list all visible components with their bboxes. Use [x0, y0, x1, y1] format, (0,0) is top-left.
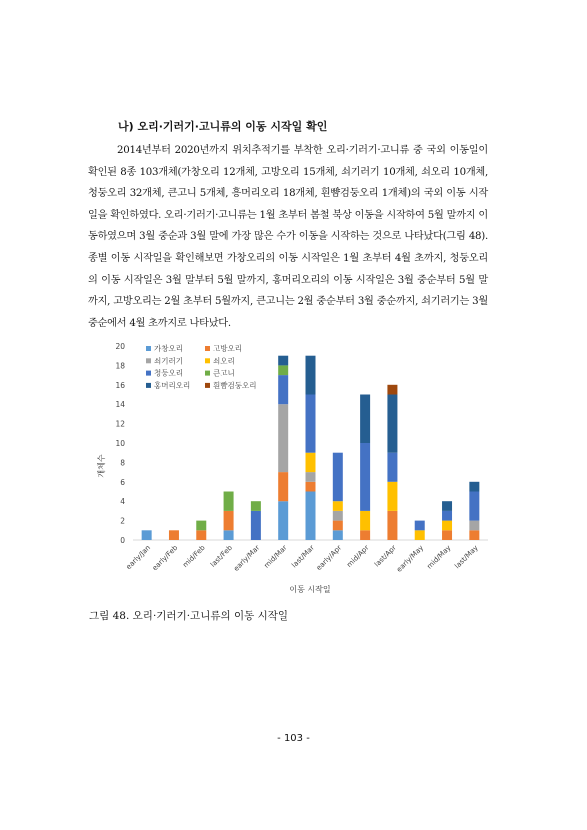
- bar-segment: [360, 443, 370, 511]
- x-tick-label: mid/Feb: [181, 543, 207, 570]
- body-paragraph: 2014년부터 2020년까지 위치추적기를 부착한 오리·기러기·고니류 중 국외 이동일이 확인된 8종 103개체(가창오리 12개체, 고방오리 15개체, 쇠기러기 10개체, 쇠오리 10개체, 청둥오리 32개체, 큰고니 5개체, 흥머리오리 18개체, 흰뺨검둥오리 1개체)의 국외 이동 시작일을 확인하였다. 오리·기러기·고니류는 1월 초부터 봄철 북상 이동을 시작하여 5월 말까지 이동하였으며 3월 중순과 3월 말에 가장 많은 수가 이동을 시작하는 것으로 나타났다(그림 48). 종별 이동 시작일을 확인해보면 가창오리의 이동 시작일은 1월 초부터 4월 초까지, 청둥오리의 이동 시작일은 3월 말부터 5월 말까지, 홍머리오리의 이동 시작일은 3월 중순부터 5월 말까지, 고방오리는 2월 초부터 5월까지, 큰고니는 2월 중순부터 3월 중순까지, 쇠기러기는 3월 중순에서 4월 초까지로 나타났다.: [88, 145, 488, 329]
- legend-label: 쇠오리: [213, 356, 235, 366]
- y-tick-label: 8: [120, 458, 125, 468]
- page-number: - 103 -: [277, 733, 310, 744]
- x-axis: [125, 543, 480, 573]
- bar-segment: [442, 511, 452, 521]
- bar-segment: [442, 521, 452, 531]
- bar-segment: [278, 375, 288, 404]
- bar-segment: [387, 482, 397, 511]
- bar-segment: [442, 501, 452, 511]
- bar-segment: [278, 365, 288, 375]
- bar-segment: [224, 530, 234, 540]
- legend-swatch: [146, 371, 151, 376]
- legend-label: 홍머리오리: [154, 380, 191, 390]
- bar-segment: [196, 530, 206, 540]
- legend-label: 청둥오리: [154, 368, 183, 378]
- legend-swatch: [205, 346, 210, 351]
- y-tick-label: 4: [120, 497, 125, 507]
- legend-label: 큰고니: [213, 368, 235, 378]
- x-axis-label: 이동 시작일: [289, 585, 331, 594]
- bar-segment: [387, 453, 397, 482]
- body-text: [88, 140, 488, 334]
- bar-segment: [306, 472, 316, 482]
- legend-swatch: [205, 383, 210, 388]
- y-tick-label: 20: [115, 342, 125, 351]
- legend-swatch: [146, 383, 151, 388]
- x-tick-label: early/Feb: [150, 543, 180, 573]
- bar-segment: [278, 356, 288, 366]
- legend-swatch: [146, 358, 151, 363]
- legend-label: 흰뺨검둥오리: [213, 380, 257, 390]
- x-tick-label: last/Feb: [208, 543, 234, 569]
- bar-segment: [224, 492, 234, 511]
- bar-segment: [469, 482, 479, 492]
- legend-swatch: [146, 346, 151, 351]
- y-tick-label: 18: [115, 361, 125, 371]
- bar-segment: [387, 385, 397, 395]
- bar-segment: [360, 395, 370, 444]
- bar-segment: [278, 501, 288, 540]
- bar-segment: [333, 530, 343, 540]
- x-tick-label: last/Apr: [373, 543, 398, 569]
- figure-caption: 그림 48. 오리·기러기·고니류의 이동 시작일: [89, 610, 289, 622]
- x-tick-label: early/Jan: [124, 543, 153, 572]
- bar-segment: [142, 530, 152, 540]
- x-tick-label: mid/Apr: [345, 543, 371, 569]
- y-tick-label: 14: [115, 400, 125, 410]
- bar-segment: [306, 395, 316, 453]
- y-axis-label: 개체수: [97, 454, 106, 478]
- x-tick-label: early/May: [395, 543, 426, 574]
- bar-segment: [278, 404, 288, 472]
- bar-segment: [469, 521, 479, 531]
- x-tick-label: early/Apr: [314, 543, 344, 573]
- x-tick-label: mid/Mar: [262, 543, 289, 570]
- bar-segment: [469, 530, 479, 540]
- bar-segment: [306, 356, 316, 395]
- bar-segment: [306, 453, 316, 472]
- x-tick-label: last/Mar: [290, 543, 316, 570]
- legend-label: 고방오리: [213, 344, 242, 353]
- y-tick-label: 16: [115, 380, 125, 390]
- bar-segment: [333, 511, 343, 521]
- migration-start-chart: [88, 330, 498, 602]
- bar-segment: [224, 511, 234, 530]
- y-tick-label: 6: [120, 477, 125, 487]
- bar-segment: [333, 521, 343, 531]
- bar-segment: [387, 395, 397, 453]
- bar-segment: [442, 530, 452, 540]
- legend-label: 가창오리: [154, 344, 183, 353]
- x-tick-label: mid/May: [425, 543, 453, 571]
- x-tick-label: last/May: [453, 543, 480, 571]
- bar-segment: [306, 492, 316, 541]
- bar-segment: [333, 501, 343, 511]
- bar-segment: [169, 530, 179, 540]
- x-tick-label: early/Mar: [232, 543, 262, 573]
- bar-segment: [196, 521, 206, 531]
- y-tick-label: 0: [120, 536, 125, 545]
- bar-segment: [306, 482, 316, 492]
- bar-segment: [469, 492, 479, 521]
- chart-legend: [146, 343, 256, 390]
- y-tick-label: 2: [120, 516, 125, 526]
- chart-bars: [142, 356, 480, 540]
- y-tick-label: 12: [115, 419, 125, 429]
- bar-segment: [251, 501, 261, 511]
- bar-segment: [360, 511, 370, 530]
- section-heading: 나) 오리·기러기·고니류의 이동 시작일 확인: [118, 120, 328, 133]
- bar-segment: [360, 530, 370, 540]
- bar-segment: [333, 453, 343, 502]
- legend-swatch: [205, 371, 210, 376]
- bar-segment: [278, 472, 288, 501]
- bar-segment: [251, 511, 261, 540]
- legend-label: 쇠기러기: [154, 356, 183, 366]
- bar-segment: [415, 530, 425, 540]
- y-tick-label: 10: [115, 439, 125, 448]
- bar-segment: [387, 511, 397, 540]
- legend-swatch: [205, 358, 210, 363]
- bar-segment: [415, 521, 425, 531]
